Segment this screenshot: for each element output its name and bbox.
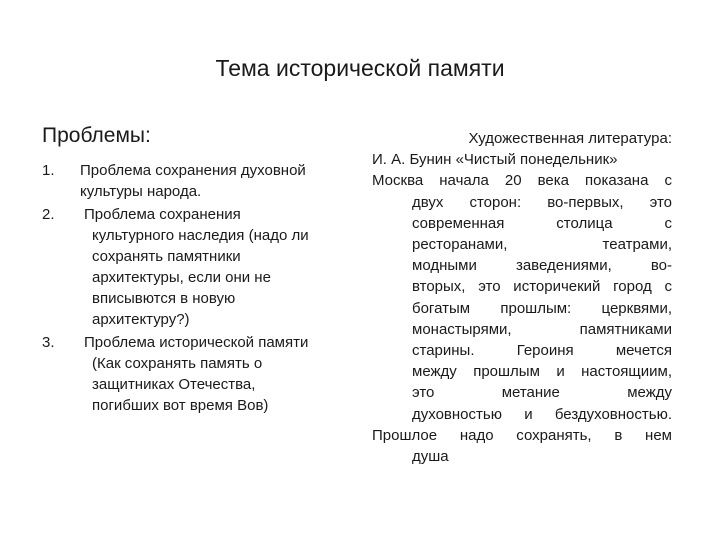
problem-text-line: погибших вот время Вов) bbox=[92, 397, 269, 414]
problems-column bbox=[42, 122, 360, 418]
problem-text-line: Проблема сохранения bbox=[84, 206, 241, 223]
literature-paragraph-2 bbox=[372, 425, 672, 467]
problems-heading: Проблемы: bbox=[42, 124, 151, 147]
literature-heading: Художественная литература: bbox=[468, 130, 672, 147]
problem-text-line: защитниках Отечества, bbox=[92, 376, 256, 393]
slide-title: Тема исторической памяти bbox=[215, 55, 505, 81]
literature-paragraph-1 bbox=[372, 170, 672, 424]
problem-item-1 bbox=[42, 160, 360, 202]
problem-text-line: Проблема исторической памяти bbox=[84, 334, 309, 351]
paragraph-line: Москва начала 20 века показана с bbox=[372, 172, 672, 190]
paragraph-line: модными заведениями, во- bbox=[412, 257, 672, 275]
problem-number: 3. bbox=[42, 334, 55, 351]
paragraph-line: двух сторон: во-первых, это bbox=[412, 193, 672, 211]
paragraph-line: душа bbox=[412, 448, 449, 466]
problem-number: 2. bbox=[42, 206, 55, 223]
problem-text-line: (Как сохранять память о bbox=[92, 355, 263, 372]
problem-text-line: архитектуры, если они не bbox=[92, 269, 271, 286]
paragraph-line: это метание между bbox=[412, 384, 672, 402]
problem-text-line: культурного наследия (надо ли bbox=[92, 227, 309, 244]
problem-item-3 bbox=[42, 332, 360, 416]
paragraph-line: современная столица с bbox=[412, 214, 672, 232]
literature-column bbox=[372, 128, 672, 467]
problem-number: 1. bbox=[42, 162, 55, 179]
paragraph-line: ресторанами, театрами, bbox=[412, 236, 672, 254]
problem-text-line: вписывются в новую bbox=[92, 290, 236, 307]
paragraph-line: вторых, это историчекий город с bbox=[412, 278, 672, 296]
problem-text-line: культуры народа. bbox=[80, 183, 202, 200]
problem-text-line: архитектуру?) bbox=[92, 311, 190, 328]
problem-item-2 bbox=[42, 204, 360, 330]
paragraph-line: между прошлым и настоящиим, bbox=[412, 363, 672, 381]
problem-text-line: сохранять памятники bbox=[92, 248, 241, 265]
paragraph-line: старины. Героиня мечется bbox=[412, 342, 672, 360]
paragraph-line: богатым прошлым: церквями, bbox=[412, 299, 672, 317]
paragraph-line: монастырями, памятниками bbox=[412, 320, 672, 338]
problem-text-line: Проблема сохранения духовной bbox=[80, 162, 306, 179]
paragraph-line: Прошлое надо сохранять, в нем bbox=[372, 426, 672, 444]
paragraph-line: духовностью и бездуховностью. bbox=[412, 405, 672, 423]
problem-list bbox=[42, 160, 360, 416]
literature-work-title: И. А. Бунин «Чистый понедельник» bbox=[372, 151, 618, 169]
